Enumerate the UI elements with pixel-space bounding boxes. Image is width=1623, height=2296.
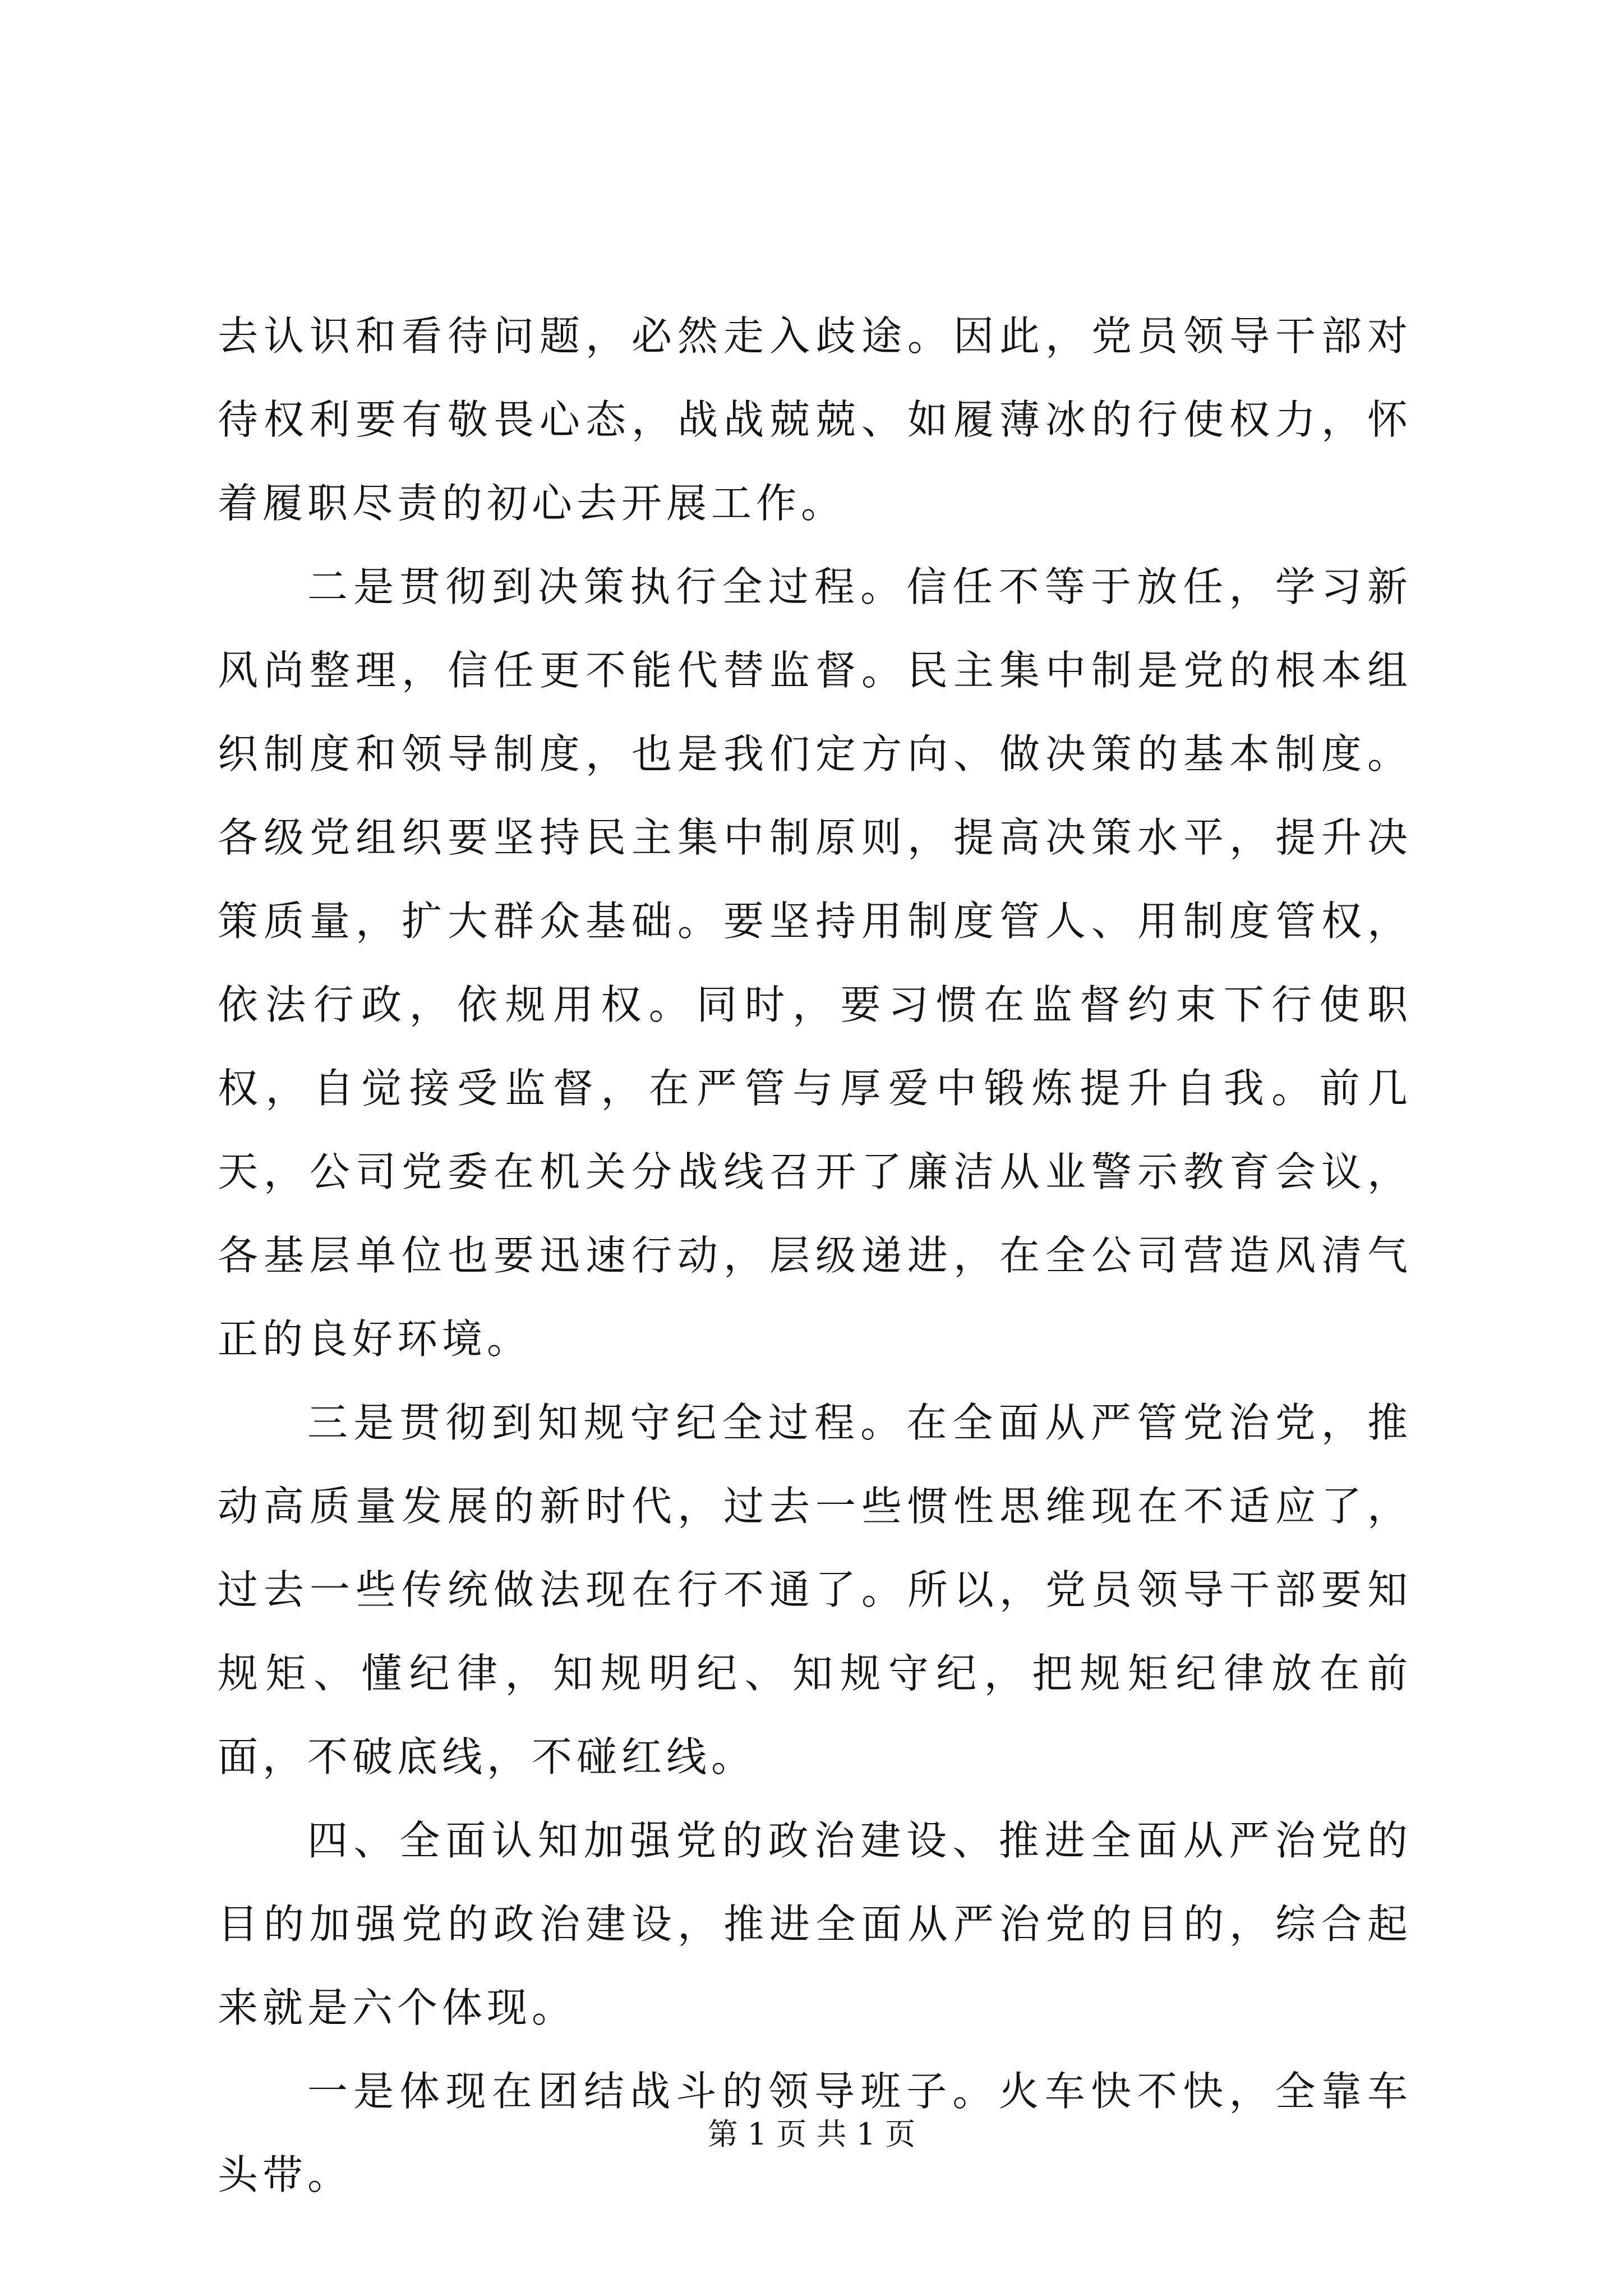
paragraph-section-four-heading: 四、全面认知加强党的政治建设、推进全面从严治党的目的加强党的政治建设，推进全面从严治党的目的，综合起来就是六个体现。 — [218, 1817, 1412, 2031]
paragraph-continuation: 去认识和看待问题，必然走入歧途。因此，党员领导干部对待权利要有敬畏心态，战战兢兢、如履薄冰的行使权力，怀着履职尽责的初心去开展工作。 — [218, 312, 1412, 527]
paragraph-decision-execution: 二是贯彻到决策执行全过程。信任不等于放任，学习新风尚整理，信任更不能代替监督。民主集中制是党的根本组织制度和领导制度，也是我们定方向、做决策的基本制度。各级党组织要坚持民主集中制原则，提高决策水平，提升决策质量，扩大群众基础。要坚持用制度管人、用制度管权，依法行政，依规用权。同时，要习惯在监督约束下行使职权，自觉接受监督，在严管与厚爱中锻炼提升自我。前几天，公司党委在机关分战线召开了廉洁从业警示教育会议，各基层单位也要迅速行动，层级递进，在全公司营造风清气正的良好环境。 — [218, 563, 1412, 1363]
document-body — [218, 295, 1412, 2217]
paragraph-leadership-team: 一是体现在团结战斗的领导班子。火车快不快，全靠车头带。 — [218, 2068, 1412, 2198]
paragraph-discipline: 三是贯彻到知规守纪全过程。在全面从严管党治党，推动高质量发展的新时代，过去一些惯性思维现在不适应了，过去一些传统做法现在行不通了。所以，党员领导干部要知规矩、懂纪律，知规明纪、知规守纪，把规矩纪律放在前面，不破底线，不碰红线。 — [218, 1399, 1412, 1780]
page-number-footer: 第 1 页 共 1 页 — [707, 2116, 916, 2152]
